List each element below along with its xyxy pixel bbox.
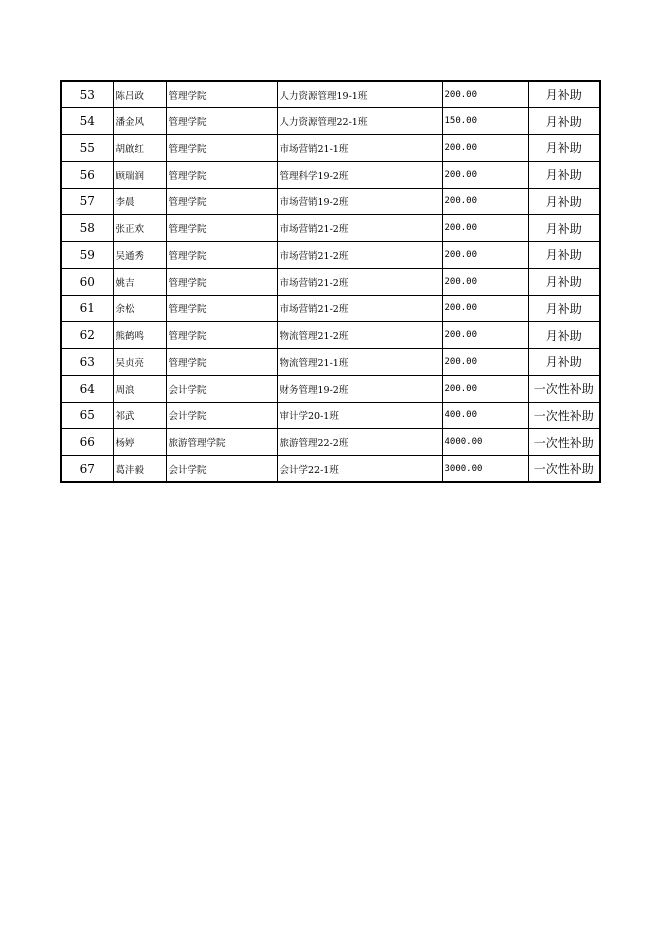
- cell-name: 余松: [113, 295, 166, 322]
- cell-name: 顾瑞润: [113, 161, 166, 188]
- table-row: [61, 188, 600, 215]
- cell-class: 人力资源管理19-1班: [277, 81, 442, 108]
- cell-class: 审计学20-1班: [277, 402, 442, 429]
- cell-subsidy-type: 月补助: [528, 161, 600, 188]
- table-row: [61, 108, 600, 135]
- cell-subsidy-type: 一次性补助: [528, 375, 600, 402]
- cell-college: 管理学院: [166, 349, 277, 376]
- table-row: [61, 81, 600, 108]
- cell-number: 57: [61, 188, 113, 215]
- cell-class: 市场营销21-2班: [277, 295, 442, 322]
- cell-number: 63: [61, 349, 113, 376]
- table-body: [61, 81, 600, 482]
- cell-number: 53: [61, 81, 113, 108]
- cell-subsidy-type: 月补助: [528, 188, 600, 215]
- cell-college: 管理学院: [166, 215, 277, 242]
- cell-class: 人力资源管理22-1班: [277, 108, 442, 135]
- cell-class: 物流管理21-2班: [277, 322, 442, 349]
- table-row: [61, 135, 600, 162]
- cell-amount: 200.00: [442, 135, 528, 162]
- cell-number: 64: [61, 375, 113, 402]
- table-row: [61, 215, 600, 242]
- table-row: [61, 429, 600, 456]
- subsidy-table: [60, 80, 601, 483]
- cell-amount: 200.00: [442, 81, 528, 108]
- cell-college: 会计学院: [166, 456, 277, 483]
- cell-class: 市场营销21-2班: [277, 215, 442, 242]
- cell-class: 市场营销21-2班: [277, 268, 442, 295]
- table-row: [61, 161, 600, 188]
- cell-name: 张正欢: [113, 215, 166, 242]
- cell-class: 市场营销21-2班: [277, 242, 442, 269]
- cell-subsidy-type: 月补助: [528, 81, 600, 108]
- cell-subsidy-type: 月补助: [528, 268, 600, 295]
- cell-subsidy-type: 月补助: [528, 322, 600, 349]
- cell-amount: 400.00: [442, 402, 528, 429]
- cell-amount: 200.00: [442, 375, 528, 402]
- cell-number: 54: [61, 108, 113, 135]
- table-row: [61, 402, 600, 429]
- cell-college: 管理学院: [166, 322, 277, 349]
- cell-college: 管理学院: [166, 242, 277, 269]
- cell-amount: 200.00: [442, 295, 528, 322]
- cell-amount: 200.00: [442, 242, 528, 269]
- cell-class: 物流管理21-1班: [277, 349, 442, 376]
- cell-subsidy-type: 一次性补助: [528, 429, 600, 456]
- table-row: [61, 322, 600, 349]
- cell-college: 管理学院: [166, 295, 277, 322]
- cell-amount: 4000.00: [442, 429, 528, 456]
- table-row: [61, 456, 600, 483]
- cell-name: 祁武: [113, 402, 166, 429]
- cell-amount: 200.00: [442, 349, 528, 376]
- cell-number: 60: [61, 268, 113, 295]
- cell-number: 56: [61, 161, 113, 188]
- cell-college: 会计学院: [166, 375, 277, 402]
- cell-name: 杨婷: [113, 429, 166, 456]
- cell-class: 管理科学19-2班: [277, 161, 442, 188]
- cell-name: 潘金风: [113, 108, 166, 135]
- cell-college: 管理学院: [166, 161, 277, 188]
- cell-subsidy-type: 月补助: [528, 349, 600, 376]
- cell-college: 管理学院: [166, 188, 277, 215]
- cell-number: 58: [61, 215, 113, 242]
- cell-name: 李晨: [113, 188, 166, 215]
- cell-subsidy-type: 月补助: [528, 295, 600, 322]
- cell-class: 会计学22-1班: [277, 456, 442, 483]
- cell-college: 管理学院: [166, 135, 277, 162]
- cell-name: 葛沣毅: [113, 456, 166, 483]
- cell-college: 旅游管理学院: [166, 429, 277, 456]
- table-row: [61, 242, 600, 269]
- cell-college: 管理学院: [166, 81, 277, 108]
- cell-amount: 200.00: [442, 215, 528, 242]
- cell-class: 财务管理19-2班: [277, 375, 442, 402]
- cell-name: 周浪: [113, 375, 166, 402]
- table-row: [61, 295, 600, 322]
- cell-class: 市场营销19-2班: [277, 188, 442, 215]
- cell-amount: 200.00: [442, 268, 528, 295]
- table-row: [61, 268, 600, 295]
- cell-amount: 3000.00: [442, 456, 528, 483]
- cell-number: 62: [61, 322, 113, 349]
- cell-college: 会计学院: [166, 402, 277, 429]
- cell-number: 61: [61, 295, 113, 322]
- cell-subsidy-type: 一次性补助: [528, 456, 600, 483]
- cell-subsidy-type: 月补助: [528, 108, 600, 135]
- cell-subsidy-type: 月补助: [528, 242, 600, 269]
- cell-name: 陈吕政: [113, 81, 166, 108]
- cell-number: 66: [61, 429, 113, 456]
- cell-amount: 200.00: [442, 322, 528, 349]
- cell-subsidy-type: 一次性补助: [528, 402, 600, 429]
- cell-number: 55: [61, 135, 113, 162]
- cell-name: 吴贞亮: [113, 349, 166, 376]
- cell-subsidy-type: 月补助: [528, 215, 600, 242]
- cell-name: 胡啟红: [113, 135, 166, 162]
- cell-college: 管理学院: [166, 268, 277, 295]
- table-row: [61, 375, 600, 402]
- table-row: [61, 349, 600, 376]
- cell-number: 59: [61, 242, 113, 269]
- cell-name: 熊鹤鸣: [113, 322, 166, 349]
- cell-number: 65: [61, 402, 113, 429]
- cell-college: 管理学院: [166, 108, 277, 135]
- cell-class: 旅游管理22-2班: [277, 429, 442, 456]
- cell-amount: 200.00: [442, 161, 528, 188]
- cell-amount: 150.00: [442, 108, 528, 135]
- cell-class: 市场营销21-1班: [277, 135, 442, 162]
- cell-number: 67: [61, 456, 113, 483]
- cell-subsidy-type: 月补助: [528, 135, 600, 162]
- cell-name: 姚吉: [113, 268, 166, 295]
- cell-name: 吴通秀: [113, 242, 166, 269]
- cell-amount: 200.00: [442, 188, 528, 215]
